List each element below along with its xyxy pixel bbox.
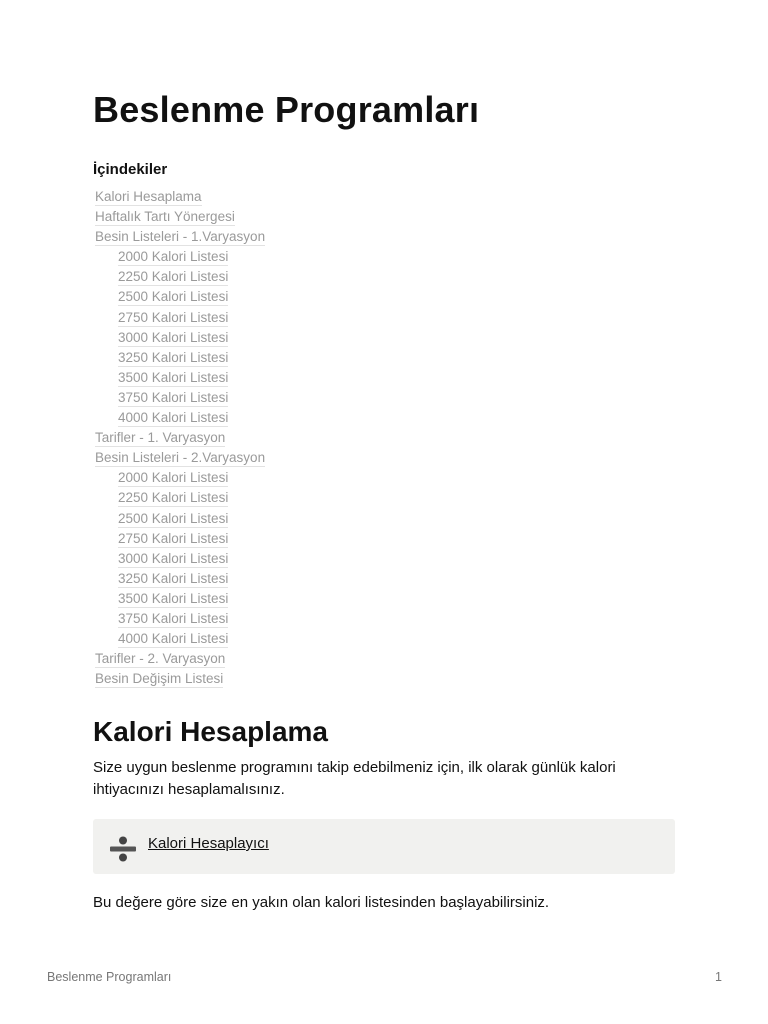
toc-link[interactable]: Haftalık Tartı Yönergesi [95, 209, 235, 225]
toc-link[interactable]: 3500 Kalori Listesi [118, 369, 229, 385]
toc-item [95, 207, 265, 227]
section-heading-kalori-hesaplama: Kalori Hesaplama [93, 716, 328, 747]
toc-link[interactable]: 2750 Kalori Listesi [118, 530, 229, 546]
toc-item [95, 368, 265, 388]
callout-kalori-hesaplayici [93, 819, 675, 874]
toc-item [95, 509, 265, 529]
toc-link[interactable]: Besin Değişim Listesi [95, 671, 224, 687]
toc-item [95, 629, 265, 649]
toc-link[interactable]: 4000 Kalori Listesi [118, 631, 229, 647]
toc-item [95, 569, 265, 589]
kalori-hesaplayici-link[interactable]: Kalori Hesaplayıcı [148, 835, 269, 852]
toc-item [95, 448, 265, 468]
toc-link[interactable]: 3250 Kalori Listesi [118, 349, 229, 365]
toc-link[interactable]: Besin Listeleri - 2.Varyasyon [95, 450, 266, 466]
toc-item [95, 348, 265, 368]
toc-link[interactable]: 2000 Kalori Listesi [118, 249, 229, 265]
toc-link[interactable]: Besin Listeleri - 1.Varyasyon [95, 229, 266, 245]
page-title: Beslenme Programları [93, 89, 480, 130]
toc-link[interactable]: 4000 Kalori Listesi [118, 410, 229, 426]
toc-item [95, 287, 265, 307]
toc-link[interactable]: 2000 Kalori Listesi [118, 470, 229, 486]
toc-item [95, 247, 265, 267]
toc-link[interactable]: 2250 Kalori Listesi [118, 269, 229, 285]
toc-link[interactable]: 3750 Kalori Listesi [118, 610, 229, 626]
toc-link[interactable]: Tarifler - 2. Varyasyon [95, 651, 226, 667]
toc-item [95, 428, 265, 448]
toc-item [95, 529, 265, 549]
footer-document-title: Beslenme Programları [47, 970, 172, 984]
toc-link[interactable]: 2500 Kalori Listesi [118, 289, 229, 305]
section-outro-paragraph: Bu değere göre size en yakın olan kalori listesinden başlayabilirsiniz. [93, 894, 550, 911]
toc-link[interactable]: 2500 Kalori Listesi [118, 510, 229, 526]
divide-icon [110, 836, 136, 862]
toc-item [95, 328, 265, 348]
toc-link[interactable]: 2250 Kalori Listesi [118, 490, 229, 506]
toc-link[interactable]: 3500 Kalori Listesi [118, 590, 229, 606]
toc-item [95, 187, 265, 207]
toc-link[interactable]: Tarifler - 1. Varyasyon [95, 430, 226, 446]
toc-item [95, 468, 265, 488]
toc-link[interactable]: 2750 Kalori Listesi [118, 309, 229, 325]
toc-item [95, 227, 265, 247]
toc-link[interactable]: 3000 Kalori Listesi [118, 550, 229, 566]
table-of-contents [95, 187, 265, 689]
toc-item [95, 388, 265, 408]
toc-item [95, 589, 265, 609]
section-intro-paragraph: Size uygun beslenme programını takip edebilmeniz için, ilk olarak günlük kalori ihtiyacınızı hesaplamalısınız. [93, 759, 616, 798]
footer-page-number: 1 [715, 970, 722, 984]
toc-item [95, 267, 265, 287]
toc-link[interactable]: 3000 Kalori Listesi [118, 329, 229, 345]
toc-item [95, 609, 265, 629]
toc-link[interactable]: Kalori Hesaplama [95, 189, 202, 204]
toc-item [95, 649, 265, 669]
toc-item [95, 408, 265, 428]
toc-item [95, 549, 265, 569]
toc-heading: İçindekiler [93, 161, 168, 178]
toc-item [95, 488, 265, 508]
toc-item [95, 308, 265, 328]
toc-item [95, 669, 265, 689]
toc-link[interactable]: 3750 Kalori Listesi [118, 389, 229, 405]
toc-link[interactable]: 3250 Kalori Listesi [118, 570, 229, 586]
